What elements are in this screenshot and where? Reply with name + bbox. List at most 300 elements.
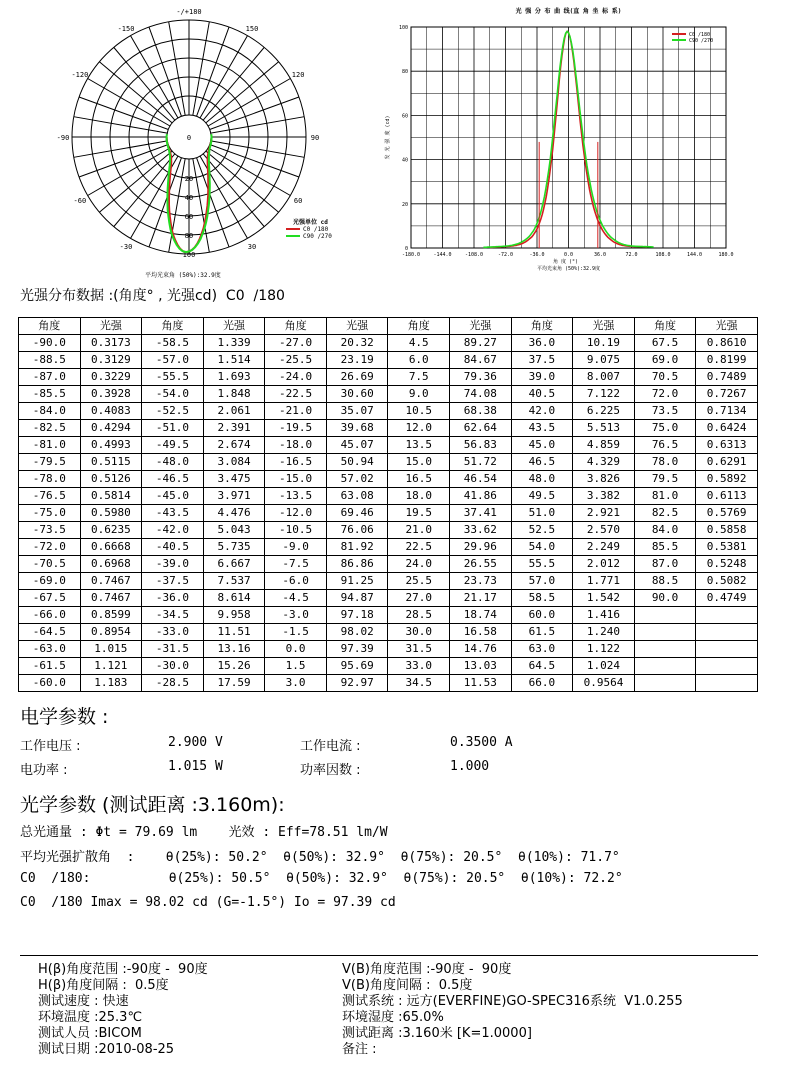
intensity-header: 光强 [696, 318, 758, 335]
polar-ring-label: 40 [184, 194, 194, 202]
intensity-cell: 0.4294 [80, 420, 142, 437]
angle-cell: -24.0 [265, 369, 327, 386]
intensity-cell: 1.339 [203, 335, 265, 352]
intensity-cell: 8.614 [203, 590, 265, 607]
intensity-cell: 0.7134 [696, 403, 758, 420]
polar-spoke [197, 27, 229, 116]
polar-ring-label: 0 [186, 134, 192, 142]
angle-cell: 34.5 [388, 675, 450, 692]
polar-angle-label: 150 [245, 24, 259, 33]
angle-cell [634, 658, 696, 675]
angle-cell: 45.0 [511, 437, 573, 454]
angle-cell: -21.0 [265, 403, 327, 420]
angle-cell: -85.5 [19, 386, 81, 403]
angle-cell: -60.0 [19, 675, 81, 692]
avg-beam-angle-line: 平均光强扩散角 : θ(25%): 50.2° θ(50%): 32.9° θ(75%): 20.5° θ(10%): 71.7° [20, 850, 620, 865]
angle-cell: 46.5 [511, 454, 573, 471]
intensity-cell: 6.225 [573, 403, 635, 420]
polar-legend-title: 光强单位 cd [293, 219, 328, 226]
angle-cell: -19.5 [265, 420, 327, 437]
optical-title: 光学参数 (测试距离 :3.160m): [20, 794, 285, 816]
angle-header: 角度 [19, 318, 81, 335]
polar-spoke [203, 154, 264, 227]
angle-cell: -72.0 [19, 539, 81, 556]
angle-cell: 28.5 [388, 607, 450, 624]
table-row [19, 573, 758, 590]
intensity-cell: 0.4749 [696, 590, 758, 607]
polar-spoke [206, 62, 279, 123]
angle-cell: -31.5 [142, 641, 204, 658]
angle-cell: 66.0 [511, 675, 573, 692]
intensity-cell: 51.72 [450, 454, 512, 471]
intensity-cell: 1.015 [80, 641, 142, 658]
y-tick-label: 0 [404, 246, 408, 252]
intensity-cell: 0.5814 [80, 488, 142, 505]
angle-cell: -78.0 [19, 471, 81, 488]
voltage-label: 工作电压 : [20, 739, 81, 754]
electrical-title: 电学参数 : [20, 706, 109, 728]
voltage-value: 2.900 V [168, 735, 223, 750]
intensity-cell: 0.5115 [80, 454, 142, 471]
polar-spoke [114, 47, 175, 120]
intensity-cell: 0.7467 [80, 573, 142, 590]
table-row [19, 556, 758, 573]
intensity-cell: 13.16 [203, 641, 265, 658]
footer-divider [20, 955, 758, 956]
intensity-cell: 2.674 [203, 437, 265, 454]
angle-cell: -45.0 [142, 488, 204, 505]
intensity-cell: 0.8954 [80, 624, 142, 641]
polar-angle-label: -120 [71, 71, 89, 79]
intensity-cell: 14.76 [450, 641, 512, 658]
table-body [19, 335, 758, 692]
intensity-cell: 35.07 [326, 403, 388, 420]
angle-cell: -1.5 [265, 624, 327, 641]
footer-right-line: 测试系统 : 远方(EVERFINE)GO-SPEC316系统 V1.0.255 [342, 994, 683, 1009]
intensity-cell: 1.542 [573, 590, 635, 607]
y-tick-label: 60 [401, 113, 408, 120]
angle-cell: 61.5 [511, 624, 573, 641]
angle-cell: 82.5 [634, 505, 696, 522]
angle-cell: -67.5 [19, 590, 81, 607]
intensity-cell: 89.27 [450, 335, 512, 352]
intensity-cell: 37.41 [450, 505, 512, 522]
angle-cell: 88.5 [634, 573, 696, 590]
angle-cell: 85.5 [634, 539, 696, 556]
angle-cell: -87.0 [19, 369, 81, 386]
angle-cell: 30.0 [388, 624, 450, 641]
angle-header: 角度 [511, 318, 573, 335]
angle-cell: 81.0 [634, 488, 696, 505]
angle-cell [634, 641, 696, 658]
polar-spoke [210, 145, 299, 177]
angle-cell: 57.0 [511, 573, 573, 590]
intensity-cell: 76.06 [326, 522, 388, 539]
intensity-cell: 1.024 [573, 658, 635, 675]
intensity-cell: 0.3928 [80, 386, 142, 403]
x-tick-label: 36.0 [593, 252, 607, 258]
intensity-cell: 1.122 [573, 641, 635, 658]
c0-beam-angle-line: C0 /180: θ(25%): 50.5° θ(50%): 32.9° θ(75%): 20.5° θ(10%): 72.2° [20, 871, 623, 886]
y-tick-label: 40 [401, 157, 408, 164]
angle-cell: 25.5 [388, 573, 450, 590]
polar-spoke [211, 117, 305, 133]
angle-cell: -43.5 [142, 505, 204, 522]
intensity-cell: 0.5248 [696, 556, 758, 573]
intensity-cell: 0.5381 [696, 539, 758, 556]
x-tick-label: 144.0 [686, 252, 703, 258]
legend-label: C0 /180 [689, 32, 711, 38]
intensity-cell: 74.08 [450, 386, 512, 403]
intensity-cell: 0.6291 [696, 454, 758, 471]
table-row [19, 505, 758, 522]
intensity-cell: 6.667 [203, 556, 265, 573]
intensity-cell: 2.921 [573, 505, 635, 522]
intensity-cell: 2.570 [573, 522, 635, 539]
intensity-cell: 94.87 [326, 590, 388, 607]
intensity-cell: 1.183 [80, 675, 142, 692]
intensity-cell: 1.771 [573, 573, 635, 590]
footer-right-line: V(B)角度间隔 : 0.5度 [342, 978, 473, 993]
intensity-cell: 97.18 [326, 607, 388, 624]
intensity-cell [696, 675, 758, 692]
current-value: 0.3500 A [450, 735, 513, 750]
angle-cell: -10.5 [265, 522, 327, 539]
intensity-cell: 11.53 [450, 675, 512, 692]
angle-cell: -39.0 [142, 556, 204, 573]
angle-cell: -48.0 [142, 454, 204, 471]
angle-cell: -73.5 [19, 522, 81, 539]
footer-right [342, 962, 683, 1058]
angle-cell: 18.0 [388, 488, 450, 505]
angle-cell: 36.0 [511, 335, 573, 352]
polar-spoke [211, 141, 305, 157]
intensity-cell: 39.68 [326, 420, 388, 437]
angle-cell: 49.5 [511, 488, 573, 505]
table-row [19, 675, 758, 692]
intensity-cell: 5.043 [203, 522, 265, 539]
intensity-cell: 0.7267 [696, 386, 758, 403]
intensity-cell: 0.6968 [80, 556, 142, 573]
angle-cell: 58.5 [511, 590, 573, 607]
y-tick-label: 80 [401, 69, 408, 76]
angle-cell: -42.0 [142, 522, 204, 539]
intensity-cell: 0.7467 [80, 590, 142, 607]
angle-cell: 21.0 [388, 522, 450, 539]
intensity-cell: 4.859 [573, 437, 635, 454]
intensity-cell: 63.08 [326, 488, 388, 505]
angle-cell [634, 675, 696, 692]
table-row [19, 403, 758, 420]
intensity-cell: 0.5892 [696, 471, 758, 488]
intensity-cell: 26.55 [450, 556, 512, 573]
angle-cell: 10.5 [388, 403, 450, 420]
intensity-cell: 56.83 [450, 437, 512, 454]
polar-angle-label: 90 [310, 134, 320, 142]
intensity-cell: 4.476 [203, 505, 265, 522]
footer-left [38, 962, 208, 1058]
table-row [19, 352, 758, 369]
angle-cell: -22.5 [265, 386, 327, 403]
angle-cell: -30.0 [142, 658, 204, 675]
table-header-row [19, 318, 758, 335]
intensity-cell [696, 641, 758, 658]
angle-cell: 6.0 [388, 352, 450, 369]
intensity-cell: 4.329 [573, 454, 635, 471]
intensity-cell: 3.382 [573, 488, 635, 505]
angle-cell: -49.5 [142, 437, 204, 454]
angle-cell: -6.0 [265, 573, 327, 590]
intensity-cell: 1.693 [203, 369, 265, 386]
angle-cell: 78.0 [634, 454, 696, 471]
angle-cell: -54.0 [142, 386, 204, 403]
intensity-cell: 0.5858 [696, 522, 758, 539]
intensity-cell: 3.826 [573, 471, 635, 488]
x-tick-label: 108.0 [655, 252, 671, 258]
power-factor-label: 功率因数 : [300, 763, 361, 778]
intensity-cell: 86.86 [326, 556, 388, 573]
intensity-header: 光强 [450, 318, 512, 335]
intensity-header: 光强 [573, 318, 635, 335]
angle-cell: 39.0 [511, 369, 573, 386]
intensity-cell: 26.69 [326, 369, 388, 386]
intensity-header: 光强 [203, 318, 265, 335]
intensity-cell: 0.6235 [80, 522, 142, 539]
polar-chart [40, 5, 350, 280]
angle-cell [634, 607, 696, 624]
angle-header: 角度 [265, 318, 327, 335]
x-tick-label: -108.0 [464, 252, 484, 258]
angle-cell: 43.5 [511, 420, 573, 437]
intensity-cell: 68.38 [450, 403, 512, 420]
power-value: 1.015 W [168, 759, 223, 774]
intensity-header: 光强 [80, 318, 142, 335]
angle-cell: 64.5 [511, 658, 573, 675]
angle-cell: 54.0 [511, 539, 573, 556]
intensity-cell: 5.735 [203, 539, 265, 556]
intensity-cell: 13.03 [450, 658, 512, 675]
polar-legend-label: C0 /180 [303, 226, 329, 233]
angle-cell: -55.5 [142, 369, 204, 386]
intensity-cell: 23.73 [450, 573, 512, 590]
intensity-cell: 0.3173 [80, 335, 142, 352]
intensity-cell: 17.59 [203, 675, 265, 692]
angle-cell: 9.0 [388, 386, 450, 403]
intensity-cell: 50.94 [326, 454, 388, 471]
angle-header: 角度 [142, 318, 204, 335]
intensity-cell: 9.075 [573, 352, 635, 369]
intensity-cell: 95.69 [326, 658, 388, 675]
footer-right-line: 环境湿度 :65.0% [342, 1010, 444, 1025]
angle-cell: -25.5 [265, 352, 327, 369]
intensity-cell: 18.74 [450, 607, 512, 624]
intensity-cell: 3.971 [203, 488, 265, 505]
angle-cell: 4.5 [388, 335, 450, 352]
intensity-cell: 16.58 [450, 624, 512, 641]
current-label: 工作电流 : [300, 739, 361, 754]
intensity-cell: 9.958 [203, 607, 265, 624]
angle-cell: -79.5 [19, 454, 81, 471]
polar-angle-label: -60 [73, 197, 87, 205]
angle-cell: 73.5 [634, 403, 696, 420]
angle-cell: -66.0 [19, 607, 81, 624]
angle-cell: -16.5 [265, 454, 327, 471]
angle-cell: 12.0 [388, 420, 450, 437]
table-row [19, 386, 758, 403]
footer-right-line: 备注 : [342, 1042, 377, 1057]
intensity-cell: 0.5769 [696, 505, 758, 522]
polar-legend-label: C90 /270 [303, 233, 332, 240]
angle-cell: 27.0 [388, 590, 450, 607]
polar-angle-label: 60 [293, 197, 303, 205]
angle-cell: -13.5 [265, 488, 327, 505]
x-tick-label: -36.0 [529, 252, 545, 258]
angle-cell: 37.5 [511, 352, 573, 369]
angle-cell: -90.0 [19, 335, 81, 352]
polar-angle-label: -30 [119, 243, 133, 252]
angle-cell: 84.0 [634, 522, 696, 539]
polar-spoke [99, 62, 172, 123]
angle-cell: -28.5 [142, 675, 204, 692]
intensity-cell: 57.02 [326, 471, 388, 488]
polar-ring-label: 20 [184, 175, 194, 183]
table-row [19, 488, 758, 505]
polar-angle-label: 120 [291, 71, 305, 79]
angle-cell: -70.5 [19, 556, 81, 573]
intensity-cell: 0.3229 [80, 369, 142, 386]
angle-cell: -4.5 [265, 590, 327, 607]
intensity-cell: 7.122 [573, 386, 635, 403]
polar-ring-label: 60 [184, 213, 194, 221]
angle-cell: -15.0 [265, 471, 327, 488]
polar-caption: 平均光束角 (50%):32.9度 [145, 272, 221, 279]
intensity-cell: 0.4993 [80, 437, 142, 454]
intensity-cell: 0.5126 [80, 471, 142, 488]
angle-cell: 70.5 [634, 369, 696, 386]
angle-cell: 19.5 [388, 505, 450, 522]
angle-cell: 0.0 [265, 641, 327, 658]
angle-cell: -12.0 [265, 505, 327, 522]
angle-cell: -81.0 [19, 437, 81, 454]
angle-cell: -33.0 [142, 624, 204, 641]
intensity-cell: 0.8610 [696, 335, 758, 352]
angle-cell: -3.0 [265, 607, 327, 624]
y-tick-label: 100 [398, 25, 408, 31]
intensity-cell: 81.92 [326, 539, 388, 556]
table-row [19, 522, 758, 539]
intensity-cell: 0.5082 [696, 573, 758, 590]
polar-spoke [79, 145, 168, 177]
footer-left-line: H(β)角度间隔 : 0.5度 [38, 978, 169, 993]
angle-cell: -88.5 [19, 352, 81, 369]
angle-cell: 76.5 [634, 437, 696, 454]
polar-spoke [193, 22, 209, 116]
y-axis-label: 发 光 强 度 (cd) [385, 115, 391, 160]
angle-header: 角度 [388, 318, 450, 335]
polar-angle-label: -/+180 [176, 8, 202, 16]
footer-right-line: 测试距离 :3.160米 [K=1.0000] [342, 1026, 532, 1041]
intensity-cell: 0.5980 [80, 505, 142, 522]
intensity-cell: 45.07 [326, 437, 388, 454]
intensity-cell: 33.62 [450, 522, 512, 539]
footer-left-line: 测试人员 :BICOM [38, 1026, 142, 1041]
intensity-cell: 69.46 [326, 505, 388, 522]
intensity-table [18, 317, 758, 692]
polar-spoke [203, 47, 264, 120]
x-tick-label: -72.0 [497, 252, 514, 258]
intensity-cell [696, 624, 758, 641]
intensity-cell: 11.51 [203, 624, 265, 641]
angle-cell: -82.5 [19, 420, 81, 437]
angle-header: 角度 [634, 318, 696, 335]
footer-right-line: V(B)角度范围 :-90度 - 90度 [342, 962, 512, 977]
intensity-cell: 0.4083 [80, 403, 142, 420]
x-tick-label: -144.0 [433, 252, 452, 258]
table-row [19, 658, 758, 675]
intensity-cell: 3.084 [203, 454, 265, 471]
angle-cell: 87.0 [634, 556, 696, 573]
table-row [19, 590, 758, 607]
polar-angle-label: -90 [56, 134, 70, 142]
angle-cell: -27.0 [265, 335, 327, 352]
luminous-flux-line: 总光通量 : Φt = 79.69 lm 光效 : Eff=78.51 lm/W [20, 825, 388, 840]
intensity-cell: 10.19 [573, 335, 635, 352]
polar-spoke [99, 151, 172, 212]
intensity-cell: 1.240 [573, 624, 635, 641]
imax-line: C0 /180 Imax = 98.02 cd (G=-1.5°) Io = 97.39 cd [20, 895, 396, 910]
intensity-cell: 1.416 [573, 607, 635, 624]
table-row [19, 335, 758, 352]
angle-cell: 16.5 [388, 471, 450, 488]
angle-cell: 72.0 [634, 386, 696, 403]
intensity-cell: 7.537 [203, 573, 265, 590]
angle-cell: 24.0 [388, 556, 450, 573]
intensity-cell: 0.6424 [696, 420, 758, 437]
angle-cell: -7.5 [265, 556, 327, 573]
angle-cell: 79.5 [634, 471, 696, 488]
footer-left-line: 测试日期 :2010-08-25 [38, 1042, 175, 1057]
polar-ring-label: 80 [184, 232, 194, 240]
angle-cell: -40.5 [142, 539, 204, 556]
angle-cell: -52.5 [142, 403, 204, 420]
intensity-cell: 1.848 [203, 386, 265, 403]
angle-cell: 40.5 [511, 386, 573, 403]
angle-cell: 22.5 [388, 539, 450, 556]
intensity-cell: 0.6313 [696, 437, 758, 454]
intensity-cell: 30.60 [326, 386, 388, 403]
polar-spoke [74, 141, 168, 157]
intensity-cell: 92.97 [326, 675, 388, 692]
intensity-cell: 62.64 [450, 420, 512, 437]
angle-cell: 52.5 [511, 522, 573, 539]
angle-cell: 7.5 [388, 369, 450, 386]
polar-angle-label: -150 [117, 24, 135, 33]
angle-cell: 13.5 [388, 437, 450, 454]
intensity-cell: 23.19 [326, 352, 388, 369]
angle-cell: 60.0 [511, 607, 573, 624]
angle-cell: -46.5 [142, 471, 204, 488]
x-tick-label: 180.0 [718, 252, 734, 258]
angle-cell: 33.0 [388, 658, 450, 675]
data-table-title: 光强分布数据 :(角度° , 光强cd) C0 /180 [20, 288, 285, 304]
polar-spoke [149, 27, 181, 116]
angle-cell [634, 624, 696, 641]
polar-spoke [206, 151, 279, 212]
angle-cell: 51.0 [511, 505, 573, 522]
polar-ring-label: 100 [182, 251, 196, 259]
intensity-cell: 5.513 [573, 420, 635, 437]
intensity-cell: 0.7489 [696, 369, 758, 386]
